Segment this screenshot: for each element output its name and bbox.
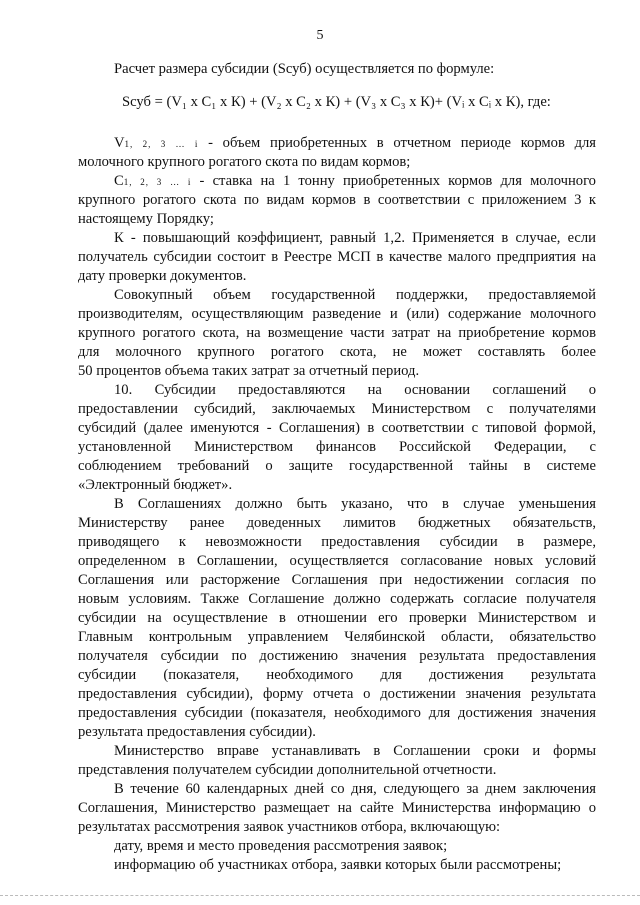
c-definition-line: настоящему Порядку; bbox=[78, 211, 214, 227]
agreements-line: Министерству ранее доведенных лимитов бюджетных обязательств, bbox=[78, 515, 596, 531]
c-definition-text: - ставка на 1 тонну приобретенных кормов для молочного bbox=[199, 173, 596, 189]
v-subscript: 1, 2, 3 … i bbox=[124, 139, 199, 149]
agreements-line: Соглашения или расторжение Соглашения при недостижении согласия по bbox=[78, 572, 596, 588]
item-10-line: 10. Субсидии предоставляются на основании соглашений о bbox=[114, 382, 596, 398]
k-definition-line: К - повышающий коэффициент, равный 1,2. Применяется в случае, если bbox=[114, 230, 596, 246]
sixty-days-line: В течение 60 календарных дней со дня, следующего за днем заключения bbox=[114, 781, 596, 797]
agreements-line: определенном в Соглашении, осуществляется согласование новых условий bbox=[78, 553, 596, 569]
c-subscript: 1, 2, 3 … i bbox=[123, 177, 192, 187]
agreements-line: приводящего к невозможности предоставления субсидии в размере, bbox=[78, 534, 596, 550]
paragraph-line: производителям, осуществляющим разведение и (или) содержание молочного bbox=[78, 306, 596, 322]
agreements-line: субсидии (показателя, необходимого для достижения результата bbox=[78, 667, 596, 683]
agreements-line: субсидии на осуществление в отношении его проверки Министерством и bbox=[78, 610, 596, 626]
paragraph-line: 50 процентов объема таких затрат за отчетный период. bbox=[78, 363, 420, 379]
k-definition-line: получатель субсидии состоит в Реестре МСП в качестве малого предприятия на bbox=[78, 249, 596, 265]
ministry-line: Министерство вправе устанавливать в Соглашении сроки и формы bbox=[114, 743, 596, 759]
paragraph-line: крупного рогатого скота, на возмещение части затрат на приобретение кормов bbox=[78, 325, 596, 341]
agreements-line: предоставления субсидии), форму отчета о достижении значения результата bbox=[78, 686, 596, 702]
agreements-line: результата предоставления субсидии). bbox=[78, 724, 316, 740]
item-10-line: установленной Министерством финансов Российской Федерации, с bbox=[78, 439, 596, 455]
sixty-days-line: результатах рассмотрения заявок участников отбора, включающую: bbox=[78, 819, 501, 835]
agreements-line: Главным контрольным управлением Челябинской области, обязательство bbox=[78, 629, 596, 645]
k-definition-line: дату проверки документов. bbox=[78, 268, 247, 284]
c-symbol: C bbox=[114, 173, 124, 189]
list-item: дату, время и место проведения рассмотрения заявок; bbox=[114, 838, 448, 854]
list-item: информацию об участниках отбора, заявки которых были рассмотрены; bbox=[114, 857, 562, 873]
page-bottom-edge bbox=[0, 895, 640, 896]
paragraph-line: Совокупный объем государственной поддержки, предоставляемой bbox=[114, 287, 596, 303]
item-10-line: «Электронный бюджет». bbox=[78, 477, 233, 493]
agreements-line: новым условиям. Также Соглашение должно содержать согласие получателя bbox=[78, 591, 596, 607]
paragraph-line: для молочного крупного рогатого скота, не может составлять более bbox=[78, 344, 596, 360]
v-definition-line bbox=[114, 134, 596, 154]
agreements-line: получателя субсидии по достижению значения результата предоставления bbox=[78, 648, 596, 664]
ministry-line: представления получателем субсидии дополнительной отчетности. bbox=[78, 762, 497, 778]
c-definition-line: крупного рогатого скота по видам кормов в соответствии с приложением 3 к bbox=[78, 192, 596, 208]
c-definition-line bbox=[114, 172, 596, 192]
v-definition-line: молочного крупного рогатого скота по видам кормов; bbox=[78, 154, 411, 170]
item-10-line: соблюдением требований о защите государственной тайны в системе bbox=[78, 458, 596, 474]
agreements-line: предоставления субсидии (показателя, необходимого для достижения значения bbox=[78, 705, 596, 721]
sixty-days-line: Соглашения, Министерство размещает на сайте Министерства информацию о bbox=[78, 800, 596, 816]
item-10-line: субсидий (далее именуются - Соглашения) в соответствии с типовой формой, bbox=[78, 420, 596, 436]
formula-intro: Расчет размера субсидии (Sсуб) осуществляется по формуле: bbox=[114, 61, 495, 77]
v-definition-text: - объем приобретенных в отчетном периоде кормов для bbox=[208, 135, 596, 151]
agreements-line: В Соглашениях должно быть указано, что в случае уменьшения bbox=[114, 496, 596, 512]
subsidy-formula: Sсуб = (V₁ х C₁ х К) + (V₂ х C₂ х К) + (V₃ х C₃ х К)+ (Vᵢ х Cᵢ х К), где: bbox=[122, 94, 551, 110]
item-10-line: предоставлении субсидий, заключаемых Министерством с получателями bbox=[78, 401, 596, 417]
v-symbol: V bbox=[114, 135, 125, 151]
page-number: 5 bbox=[316, 28, 324, 43]
